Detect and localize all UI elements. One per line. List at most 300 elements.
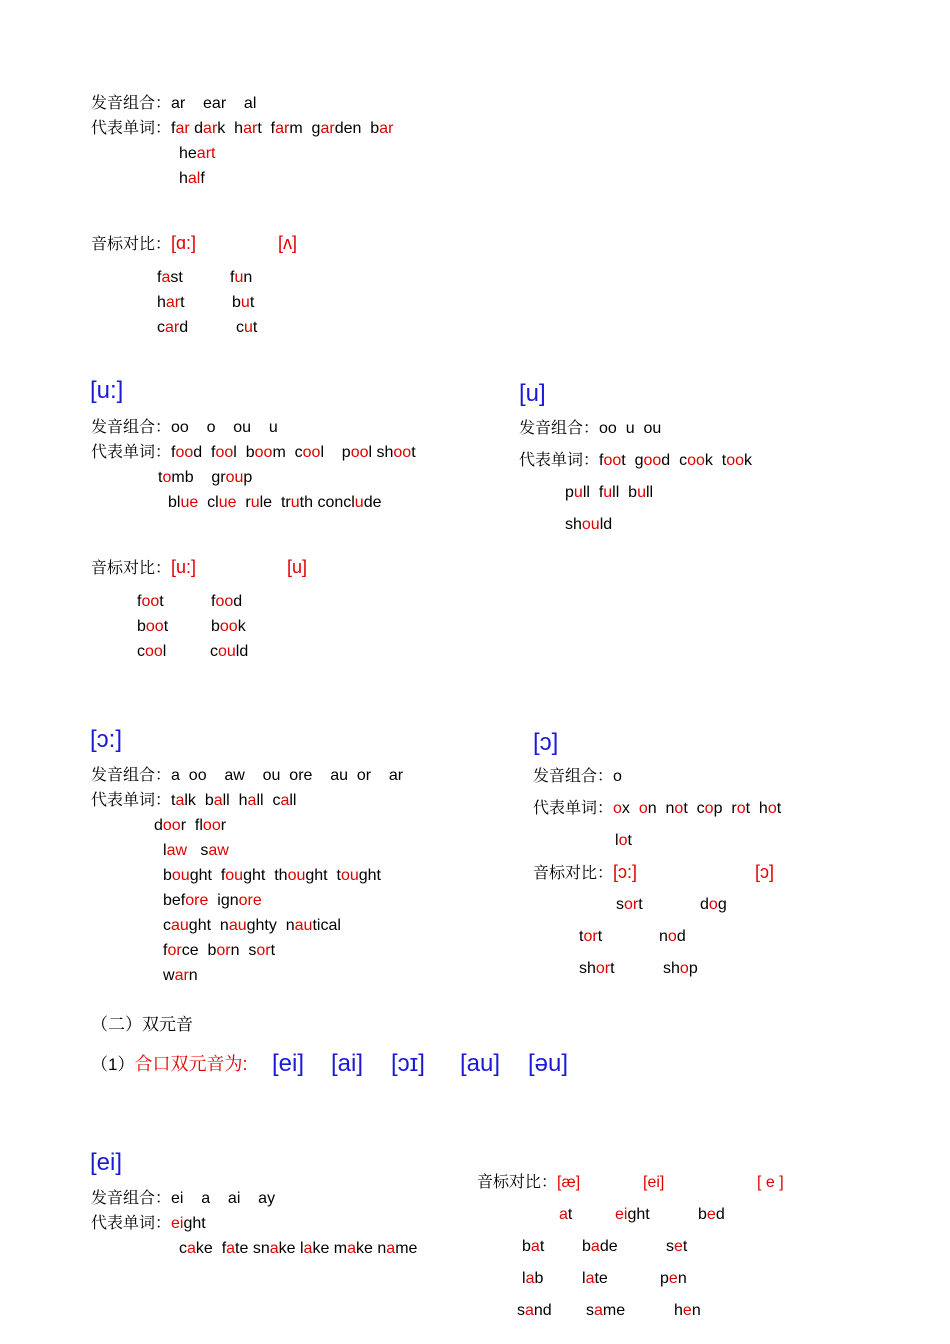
compare-word [137,617,168,637]
letter-highlight: ei [615,1206,628,1223]
letter-plain: t [411,444,416,461]
letter-plain: t [252,319,258,336]
letter-highlight: o [736,800,746,817]
word-row [599,451,752,471]
letter-highlight: a [590,1238,600,1255]
ipa-ae: [æ] [557,1174,581,1191]
letter-plain: ce b [181,942,217,959]
letter-highlight: ou [225,867,244,884]
combo-label: 发音组合： [533,768,614,785]
letter-highlight: a [213,792,223,809]
letter-plain: t f [257,120,276,137]
letter-plain: ll h [222,792,248,809]
letter-highlight: oo [350,444,369,461]
letter-highlight: or [216,942,231,959]
letter-highlight: o [618,832,628,849]
letter-highlight: o [704,800,714,817]
letter-plain: ght [627,1206,650,1223]
letter-plain: te sn [235,1240,270,1257]
compare-word [579,927,602,947]
compare-word [582,1237,618,1257]
letter-highlight: or [256,942,271,959]
combo-label: 发音组合： [91,95,172,112]
letter-plain: l [163,842,167,859]
letter-plain: t [270,942,276,959]
letter-plain: le tr [259,494,291,511]
letter-plain: te [594,1270,608,1287]
diphthong-ipa: [əu] [528,1050,569,1077]
letter-highlight: oo [726,452,745,469]
word-row [171,119,393,139]
letter-plain: s [616,896,624,913]
letter-highlight: a [226,1240,236,1257]
letter-highlight: a [585,1270,595,1287]
letter-plain: s [187,842,209,859]
compare-word [660,1269,687,1289]
letter-plain: sh [579,960,596,977]
letter-highlight: a [559,1206,568,1223]
letter-plain: b [522,1238,531,1255]
ipa-ei: [ei] [643,1174,665,1191]
letter-plain: ght [183,1215,206,1232]
letter-plain: sh [565,516,582,533]
combo-label: 发音组合： [91,1190,172,1207]
word-row [615,831,632,851]
compare-label: 音标对比： [91,236,172,253]
letter-plain: f [211,593,216,610]
letter-highlight: u [573,484,583,501]
combo-line-u-short [519,419,661,439]
ipa-heading-o-long: [ɔ:] [90,726,123,753]
letter-highlight: a [303,1240,313,1257]
compare-word [157,268,183,288]
letter-plain: d [179,319,189,336]
ipa-heading-u-long: [u:] [90,377,124,404]
compare-word [157,293,185,313]
compare-line-u [91,557,196,579]
letter-highlight: a [175,792,185,809]
letter-highlight: or [583,928,598,945]
letter-plain: ll [645,484,654,501]
word-row [171,443,416,463]
letter-plain: k [744,452,753,469]
letter-highlight: oo [643,452,662,469]
compare-word [559,1205,572,1225]
compare-word [211,592,242,612]
letter-highlight: o [767,800,777,817]
ipa-heading-u-short: [u] [519,380,546,407]
letter-plain: l [522,1270,526,1287]
ipa-wedge: [ʌ] [278,233,298,253]
compare-word [522,1237,544,1257]
letter-highlight: u [234,269,244,286]
letter-plain: c [210,643,218,660]
letter-highlight: oo [687,452,705,469]
letter-plain: st [170,269,183,286]
compare-word [236,318,257,338]
letter-plain: l [582,1270,586,1287]
compare-word [230,268,252,288]
letter-plain: b [137,618,146,635]
letter-plain: ke l [278,1240,304,1257]
letter-highlight: a [280,792,290,809]
letter-plain: ign [208,892,239,909]
letter-plain: d [233,593,243,610]
combo-label: 发音组合： [519,420,600,437]
word-row [163,891,262,911]
letter-highlight: oo [202,817,221,834]
letter-highlight: o [667,928,677,945]
letter-highlight: a [525,1302,534,1319]
letter-highlight: ue [218,494,237,511]
letter-plain: m g [289,120,321,137]
compare-line-ei [477,1173,580,1193]
compare-word [210,642,248,662]
diphthong-line [91,1049,247,1081]
letter-plain: bef [163,892,186,909]
letter-highlight: ar [175,120,190,137]
letter-highlight: ar [320,120,335,137]
letter-plain: n [243,269,253,286]
letter-plain: h [179,170,188,187]
letter-highlight: u [603,484,613,501]
word-heart [179,144,215,164]
compare-word [663,959,698,979]
words-line-o-long [91,791,296,811]
letter-plain: lk b [184,792,214,809]
combo-line-u-long [91,418,278,438]
letter-plain: h [674,1302,683,1319]
letter-plain: de [363,494,382,511]
letter-highlight: a [594,1302,603,1319]
combo-values: ar ear al [171,95,257,112]
letter-highlight: u [244,319,253,336]
words-label: 代表单词： [533,800,614,817]
compare-word [137,642,166,662]
compare-word [579,959,615,979]
letter-highlight: a [386,1240,396,1257]
compare-word [700,895,727,915]
letter-highlight: ar [165,294,181,311]
compare-word [582,1269,608,1289]
letter-plain: r fl [180,817,203,834]
letter-highlight: ou [340,867,359,884]
letter-plain: t c [683,800,705,817]
letter-highlight: e [668,1270,678,1287]
compare-label: 音标对比： [91,560,172,577]
compare-label: 音标对比： [477,1174,558,1191]
letter-plain: b [163,867,172,884]
word-row [163,916,341,936]
word-half [179,169,205,189]
ipa-e: [ e ] [757,1174,784,1191]
word-row [158,468,252,488]
letter-plain: l p [320,444,351,461]
letter-plain: d f [193,444,216,461]
letter-plain: p [660,1270,669,1287]
letter-highlight: oo [145,643,163,660]
words-label: 代表单词： [91,1215,172,1232]
letter-plain: ght t [305,867,341,884]
letter-plain: ght th [243,867,288,884]
words-label: 代表单词： [519,452,600,469]
letter-highlight: e [706,1206,716,1223]
word-row [171,791,296,811]
letter-highlight: ue [180,494,199,511]
letter-highlight: ar [165,319,180,336]
ipa-heading-ei: [ei] [90,1149,123,1176]
letter-plain: sh [663,960,680,977]
letter-plain: p [565,484,574,501]
letter-plain: t [610,960,615,977]
letter-plain: p [243,469,253,486]
letter-plain: r [236,494,251,511]
letter-highlight: ou [218,643,236,660]
letter-plain: ll f [582,484,604,501]
letter-plain: tical [312,917,341,934]
letter-plain: ght n [188,917,229,934]
letter-plain: g [717,896,727,913]
letter-plain: s [586,1302,594,1319]
letter-plain: t [627,832,632,849]
letter-plain: ke f [195,1240,227,1257]
letter-highlight: oo [141,593,160,610]
letter-plain: mb gr [171,469,226,486]
letter-plain: t [579,928,584,945]
letter-highlight: oo [145,618,164,635]
letter-highlight: a [161,269,171,286]
letter-highlight: ore [185,892,209,909]
letter-plain: ll [289,792,297,809]
letter-plain: t [159,593,164,610]
letter-highlight: ou [225,469,244,486]
letter-plain: d [154,817,163,834]
words-line-u-short [519,451,752,471]
letter-plain: c [157,319,165,336]
letter-highlight: aw [166,842,188,859]
combo-line-o-long [91,766,403,786]
letter-plain: c [236,319,244,336]
compare-word [698,1205,725,1225]
compare-word [666,1237,687,1257]
letter-plain: f [171,120,176,137]
letter-plain: n [677,1270,687,1287]
letter-plain: t [597,928,603,945]
letter-highlight: or [624,896,639,913]
diphthong-ipa: [ei] [272,1050,305,1077]
letter-highlight: oo [254,444,273,461]
letter-plain: c [163,917,171,934]
letter-plain: n [188,967,198,984]
letter-highlight: oo [393,444,412,461]
combo-values: oo o ou u [171,419,278,436]
letter-highlight: ar [379,120,394,137]
letter-highlight: oo [603,452,622,469]
letter-highlight: u [250,494,260,511]
letter-plain: l [162,643,167,660]
letter-plain: th concl [299,494,355,511]
letter-plain: c [179,1240,187,1257]
letter-plain: t [682,1238,688,1255]
letter-highlight: art [196,145,216,162]
compare-word [616,895,643,915]
ipa-o-long: [ɔ:] [613,862,638,882]
letter-plain: b [698,1206,707,1223]
words-line-ar [91,119,393,139]
compare-word [659,927,686,947]
letter-highlight: a [525,1270,535,1287]
letter-plain: t [180,294,185,311]
letter-plain: ll b [612,484,638,501]
letter-plain: t [249,294,255,311]
letter-plain: de [599,1238,618,1255]
compare-word [517,1301,552,1321]
letter-plain: k [237,618,246,635]
letter-highlight: o [613,800,622,817]
compare-word [137,592,164,612]
letter-plain: x [621,800,639,817]
letter-plain: p [688,960,698,977]
letter-plain: l b [233,444,255,461]
letter-plain: t h [745,800,768,817]
letter-plain: f [230,269,235,286]
word-row [565,483,653,503]
words-line-u-long [91,443,416,463]
letter-plain: p r [713,800,737,817]
combo-line-ar [91,94,256,114]
letter-plain: me [395,1240,418,1257]
compare-word [674,1301,701,1321]
letter-plain: k h [217,120,244,137]
letter-highlight: oo [175,444,194,461]
letter-highlight: u [354,494,364,511]
letter-plain: s [517,1302,525,1319]
letter-plain: n [691,1302,701,1319]
letter-highlight: ar [243,120,258,137]
ipa-o-short: [ɔ] [755,862,775,882]
letter-highlight: o [674,800,684,817]
letter-highlight: a [269,1240,279,1257]
ipa-u-long: [u:] [171,557,197,577]
letter-plain: t [776,800,782,817]
letter-plain: me [602,1302,626,1319]
compare-label: 音标对比： [533,865,614,882]
letter-highlight: ar [174,967,189,984]
letter-plain: n n [647,800,675,817]
compare-word [615,1205,650,1225]
word-row [163,866,381,886]
letter-plain: d [189,120,204,137]
letter-plain: f [137,593,142,610]
letter-highlight: oo [302,444,321,461]
compare-word [232,293,254,313]
letter-highlight: a [530,1238,540,1255]
letter-plain: d [700,896,709,913]
word-row [163,841,229,861]
combo-line-o-short [533,767,622,787]
letter-highlight: o [638,800,648,817]
letter-highlight: or [167,942,182,959]
letter-plain: l sh [368,444,394,461]
letter-plain: ke n [356,1240,387,1257]
letter-plain: r [220,817,227,834]
letter-plain: t [539,1238,545,1255]
letter-highlight: a [347,1240,357,1257]
words-line-ei [91,1214,206,1234]
letter-plain: d c [661,452,688,469]
letter-plain: t [158,469,163,486]
letter-highlight: e [674,1238,683,1255]
letter-highlight: o [708,896,718,913]
letter-plain: s [666,1238,674,1255]
combo-label: 发音组合： [91,767,172,784]
word-row [171,1214,206,1234]
letter-plain: n [659,928,668,945]
letter-plain: h [157,294,166,311]
word-row [163,966,198,986]
letter-highlight: au [171,917,189,934]
letter-plain: ll c [256,792,281,809]
word-row [613,799,781,819]
words-label: 代表单词： [91,792,172,809]
letter-plain: cl [198,494,219,511]
letter-plain: m c [272,444,303,461]
letter-highlight: al [187,170,201,187]
compare-word [522,1269,543,1289]
letter-highlight: au [294,917,313,934]
word-row [154,816,226,836]
letter-plain: f [171,444,176,461]
ipa-a-long: [ɑ:] [171,233,197,253]
letter-highlight: oo [215,444,234,461]
diphthong-ipa: [ɔɪ] [391,1050,425,1077]
letter-highlight: u [290,494,300,511]
letter-plain: t [171,792,176,809]
combo-line-ei [91,1189,275,1209]
letter-plain: t [567,1206,573,1223]
letter-plain: f [163,942,168,959]
letter-highlight: oo [215,593,234,610]
letter-highlight: ore [238,892,262,909]
letter-highlight: ou [171,867,190,884]
letter-highlight: a [187,1240,196,1257]
letter-highlight: or [595,960,611,977]
compare-line-a-ʌ [91,233,196,255]
combo-values: oo u ou [599,420,662,437]
diphthong-subtitle: 合口双元音为: [134,1054,248,1074]
diphthong-prefix: （1） [91,1055,135,1074]
word-row [163,941,275,961]
letter-highlight: o [679,960,689,977]
letter-highlight: ei [171,1215,184,1232]
letter-plain: bl [168,494,181,511]
letter-plain: w [163,967,175,984]
letter-highlight: aw [208,842,229,859]
diphthong-ipa: [au] [460,1050,501,1077]
letter-plain: f [599,452,604,469]
letter-highlight: u [240,294,250,311]
letter-plain: d [676,928,686,945]
letter-plain: b [534,1270,544,1287]
letter-plain: n s [230,942,257,959]
letter-plain: b [582,1238,591,1255]
letter-plain: nd [533,1302,552,1319]
letter-plain: b [211,618,220,635]
letter-plain: t g [621,452,644,469]
words-label: 代表单词： [91,120,172,137]
letter-plain: f [157,269,162,286]
word-row [565,515,612,535]
